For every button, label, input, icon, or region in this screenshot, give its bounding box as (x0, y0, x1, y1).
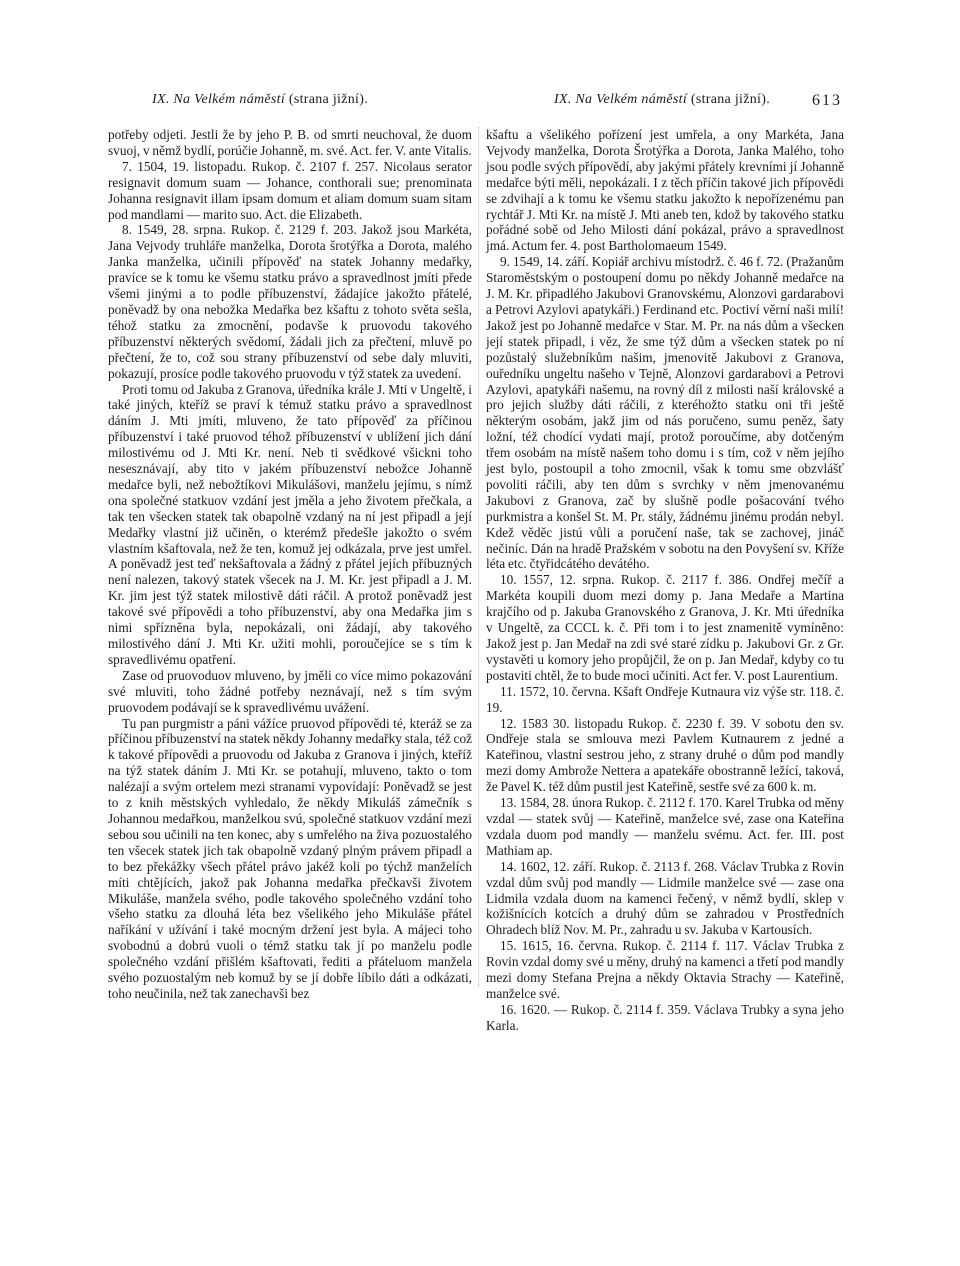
paragraph: 7. 1504, 19. listopadu. Rukop. č. 2107 f. 257. Nicolaus serator resignavit domum suam — Johance, conthorali sue; prenominata Johanna resignavit illam ipsam domum et aliam domum suam sitam pod mandlami — marito suo. Act. die Elizabeth. (108, 158, 472, 222)
running-head-left-title: IX. Na Velkém náměstí (152, 92, 286, 107)
running-head-left-suffix: (strana jižní). (288, 92, 368, 107)
paragraph: 16. 1620. — Rukop. č. 2114 f. 359. Václava Trubky a syna jeho Karla. (486, 1001, 844, 1033)
running-head-right (554, 92, 770, 108)
paragraph: 10. 1557, 12. srpna. Rukop. č. 2117 f. 386. Ondřej mečíř a Markéta koupili duom mezi domy p. Jana Medaře a Martina krajčího od p. Jakuba Granovského z Granova, J. Kr. Mti úředníka v Ungeltě, za CCCL k. č. Při tom i to jest znamenitě vymíněno: Jakož jest p. Jan Medař na zdi své staré zídku p. Jakubovi Gr. z Gr. vystavěti u komory jeho propůjčil, že on p. Jan Medař, kdyby co tu postaviti chtěl, že to bude moci učiniti. Act fer. V. post Laurentium. (486, 572, 844, 683)
paragraph: 15. 1615, 16. června. Rukop. č. 2114 f. 117. Václav Trubka z Rovin vzdal domy své u měny, druhý na kamenci a třetí pod mandly mezi domy Stefana Prejna a někdy Oktavia Strachy — Kateřině, manželce své. (486, 938, 844, 1001)
paragraph: Zase od pruovoduov mluveno, by jměli co více mimo pokazování své mluviti, toho žádné potřeby neznávají, než s tím svým pruovodem podávají se k spravedlivému uvážení. (108, 667, 472, 715)
paragraph: Tu pan purgmistr a páni vážíce pruovod přípovědi té, kteráž se za příčinou příbuzenství na statek někdy Johanny medařky stala, též což k takové přípovědi a pruovodu od Jakuba z Granova i jiných, kteříž na týž statek dáním J. Mti Kr. se potahují, mluveno, takto o tom nalézají a svým ortelem mezi stranami vypovídají: Poněvadž se jest to z knih městských vyhledalo, že někdy Mikuláš zámečník s Johannou medařkou, manželkou svú, společné statkuov vzdání mezi sebou sou učinili na ten konec, aby s umřelého na živa pozuostalého ten všecek statek jich tak obapolně vzdaný plným právem připadl a to bez překážky všech přátel právo jakéž koli po týchž manželích míti chtějících, jakož pak Johanna medařka přečkavši životem Mikuláše, manžela svého, podle takového společného vzdání toho všeho statku za dlouhá léta bez všelikého jeho Mikuláše přátel naříkání v užívání i také mocným držení jest byla. A májeci toho svobodnú a dobrú vuoli o témž statku tak jí po manželu podle společného vzdání přišlém kšaftovati, řediti a přáteluom manžela svého pozuostalým neb komuž by se jí dobře líbilo dáti a odkázati, toho neučinila, než tak zanechavši bez (108, 715, 473, 1001)
column-divider (478, 127, 479, 987)
left-column (108, 127, 472, 1002)
running-head-left (152, 92, 368, 108)
right-column (486, 127, 844, 1034)
paragraph: Proti tomu od Jakuba z Granova, úředníka krále J. Mti v Ungeltě, i také jiných, kteříž se praví k témuž statku právo a spravedlnost dáním J. Mti jmíti, mluveno, že tato přípověď za příčinou příbuzenství i také pruovod téhož příbuzenství v ublížení jich dání milostivému od J. Mti Kr. není. Neb ti svědkové všickni toho nesesznávají, aby tito v jakém příbuzenství nebožce Johanně medařce byli, než nebožtíkovi Mikulášovi, manželu jejímu, s nímž ona společné statkuov vzdání jest jměla a jeho životem přečkala, a tak ten všecken statek tak obapolně vzdaný na ní jest připadl a její Medařky vlastní již učiněn, o kterémž předešle jakožto o svém vlastním kšaftovala, než že ten, komuž jej odkázala, prve jest umřel. A poněvadž jest teď nekšaftovala a žádný z přátel jejích příbuzných není nalezen, takový statek všecek na J. M. Kr. jest připadl a J. M. Kr. jim jest týž statek milostivě dáti ráčil. A protož poněvadž jest takové své přípovědi a toho příbuzenství, aby ona Medařka jim s nimi spřízněna byla, nepokázali, oni žádají, aby takového milostivého dání J. Mti Kr. užiti mohli, poroučejíce se s tím k spravedlivému opatření. (108, 381, 472, 667)
running-head-right-title: IX. Na Velkém náměstí (554, 92, 688, 107)
paragraph: 9. 1549, 14. září. Kopiář archivu místodrž. č. 46 f. 72. (Pražanům Staroměstským o postoupení domu po někdy Johanně medařce na J. M. Kr. připadlého Jakubovi Granovskému, Alonzovi gardarabovi a Petrovi Azylovi apatykáři.) Ferdinand etc. Poctiví věrní naši milí! Jakož jest po Johanně medařce v Star. M. Pr. na nás dům a všecken její statek připadl, i věz, že sme týž dům a všecken statek po ní pozůstalý služebníkům našim, jmenovitě Jakubovi z Granova, ouředníku ungeltu našeho v Tejně, Alonzovi gardarabovi a Petrovi Azylovi, apatykáři našemu, na rovný díl z milosti naší královské a pro jejich služby dáti ráčili, z kteréhožto statku oni tři ještě některým osobám, jakž jim od nás poručeno, sumu peněz, šaty ložní, též chodící vydati mají, protož poroučíme, aby dotčeným třem osobám na místě našem toho domu i s tím, což v něm jejího jest bylo, postoupil a toho zmocnil, však k tomu sme obzvlášť povoliti ráčili, aby ten dům s svrchky v něm jmenovanému Jakubovi z Granova, zač by slušně podle pošacování tvého purkmistra a konšel St. M. Pr. stály, žádnému jinému prodán nebyl. Kdež věděc jistú vůli a poručení naše, tak se zachovej, jináč nečiníc. Dán na hradě Pražském v sobotu na den Povyšení sv. Kříže léta etc. čtyřidcátého devátého. (486, 254, 844, 572)
page-number: 613 (812, 92, 842, 109)
paragraph: 11. 1572, 10. června. Kšaft Ondřeje Kutnaura viz výše str. 118. č. 19. (486, 683, 844, 715)
running-head-right-suffix: (strana jižní). (690, 92, 770, 107)
paragraph: kšaftu a všelikého pořízení jest umřela, a ony Markéta, Jana Vejvody manželka, Dorota Šrotýřka a Dorota, Janka Malého, toho jsou podle svých přípovědí, aby jakými přátely krevními jí Johanně medařce býti měli, nepokázali. I z těch příčin takové jich přípovědi se zdvihají a k tomu ke všemu statku jakožto k nepořízenému pan rychtář J. Mti Kr. na místě J. Mti aneb ten, kdož by takového statku pořádné sobě od Jeho Milosti dání pokázal, právo a spravedlnost jmá. Actum fer. 4. post Bartholomaeum 1549. (486, 127, 844, 254)
paragraph: 13. 1584, 28. února Rukop. č. 2112 f. 170. Karel Trubka od měny vzdal — statek svůj — Kateřině, manželce své, zase ona Kateřina vzdala duom pod mandly — manželu svému. Act. fer. III. post Mathiam ap. (486, 795, 844, 858)
paragraph: potřeby odjeti. Jestli že by jeho P. B. od smrti neuchoval, že duom svuoj, v němž bydlí, porúčie Johanně, m. své. Act. fer. V. ante Vitalis. (108, 127, 472, 158)
paragraph: 12. 1583 30. listopadu Rukop. č. 2230 f. 39. V sobotu den sv. Ondřeje stala se smlouva mezi Pavlem Kutnaurem z jedné a Kateřinou, vlastní sestrou jeho, z strany druhé o dům pod mandly mezi domy Ambrože Nettera a apatekáře obostranně ležící, taková, že Pavel K. též dům pustil jest Kateřině, sestře své za 600 k. m. (486, 715, 844, 795)
paragraph: 14. 1602, 12. září. Rukop. č. 2113 f. 268. Václav Trubka z Rovin vzdal dům svůj pod mandly — Lidmile manželce své — zase ona Lidmila vzdala duom na kamenci řečený, v němž bydlí, sklep v kožišnících kotcích a druhý dům se zahradou v Prostředních Ohradech blíž Nov. M. Pr., zahradu u sv. Jakuba v Kartousích. (486, 858, 844, 938)
paragraph: 8. 1549, 28. srpna. Rukop. č. 2129 f. 203. Jakož jsou Markéta, Jana Vejvody truhláře manželka, Dorota šrotýřka a Dorota, malého Janka manželka, učinili přípověď na statek Johanny medařky, pravíce se k tomu ke všemu statku právo a spravedlnost jmíti přede všemi jinými a to podle příbuzenství, žádajíce jakožto přátelé, poněvadž by ona nebožka Medařka bez kšaftu z tohoto světa sešla, téhož statku za zmocnění, podavše k pruovodu takového příbuzenství některých svědomí, žádali jich za přečtení, mluvě po přečtení, že to, což sou strany příbuzenství od sebe daly mluviti, pokazují, prosíce podle takového pruovodu v týž statek za uvedení. (108, 222, 472, 381)
